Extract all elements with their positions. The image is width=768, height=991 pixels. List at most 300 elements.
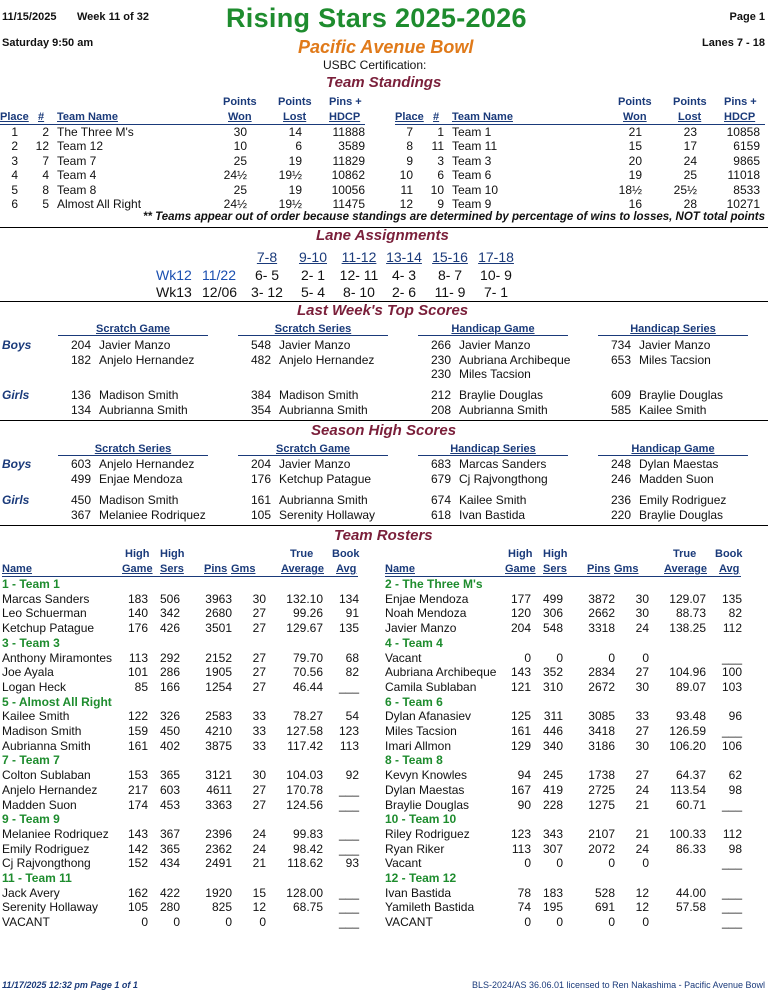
standing-won: 15 — [628, 139, 642, 154]
header-hdcp: HDCP — [329, 111, 361, 123]
standing-team: Team 11 — [452, 139, 498, 154]
standing-place: 4 — [11, 168, 18, 183]
player-high-series: 446 — [542, 724, 563, 738]
standing-team: Team 10 — [452, 182, 499, 197]
player-true-average: 93.48 — [675, 709, 706, 724]
player-pins: 1905 — [205, 665, 232, 680]
score-value: 212 — [430, 388, 451, 402]
bowler-name: Marcas Sanders — [459, 457, 547, 471]
roster-team-name: 11 - Team 11 — [2, 871, 72, 885]
player-high-series: 453 — [159, 797, 180, 812]
bowler-name: Madison Smith — [99, 493, 179, 507]
roster-header-bookavg: Avg — [336, 563, 357, 575]
player-name: Ryan Riker — [385, 841, 445, 856]
player-name: Jack Avery — [2, 885, 60, 900]
header-team: Team Name — [57, 111, 118, 123]
score-value: 367 — [70, 507, 91, 522]
player-name: Anthony Miramontes — [2, 650, 113, 665]
player-name: Melaniee Rodriquez — [2, 826, 109, 841]
player-name: Ivan Bastida — [385, 885, 452, 900]
player-true-average: 79.70 — [292, 650, 323, 665]
roster-team-name: 7 - Team 7 — [2, 753, 60, 768]
bowler-name: Madison Smith — [279, 388, 359, 402]
player-pins: 1738 — [588, 768, 615, 783]
standing-won: 20 — [628, 153, 642, 168]
girls-label: Girls — [2, 388, 30, 402]
player-pins: 2152 — [205, 650, 232, 665]
player-games: 21 — [635, 797, 649, 812]
player-games: 30 — [635, 679, 649, 694]
player-games: 33 — [252, 724, 266, 738]
roster-header-pins: Pins — [587, 563, 611, 575]
standing-pins: 11018 — [727, 168, 760, 183]
player-book-average: ___ — [338, 885, 359, 900]
standing-lost: 25 — [683, 168, 697, 183]
standing-place: 2 — [11, 139, 18, 154]
bowler-name: Cj Rajvongthong — [459, 471, 548, 486]
standing-num: 5 — [42, 197, 49, 211]
roster-team-name: 3 - Team 3 — [2, 635, 60, 650]
player-true-average: 99.26 — [292, 606, 323, 621]
player-true-average: 126.59 — [669, 724, 706, 738]
player-name: Yamileth Bastida — [385, 900, 475, 915]
player-book-average: 112 — [722, 826, 742, 841]
header-hdcp: HDCP — [724, 111, 756, 123]
player-pins: 1275 — [588, 797, 615, 812]
lastweek-title: Last Week's Top Scores — [297, 302, 469, 319]
player-name: Anjelo Hernandez — [2, 782, 98, 797]
player-true-average: 86.33 — [675, 841, 706, 856]
player-book-average: ___ — [721, 900, 742, 915]
player-high-series: 0 — [556, 915, 563, 930]
bowler-name: Braylie Douglas — [639, 388, 724, 402]
standing-place: 12 — [399, 197, 413, 211]
category-underline — [418, 455, 568, 456]
week-label: Week 11 of 32 — [77, 11, 149, 23]
standing-num: 10 — [430, 182, 444, 197]
roster-team-name: 5 - Almost All Right — [2, 694, 112, 709]
session-time: Saturday 9:50 am — [2, 37, 94, 49]
bowler-name: Aubrianna Smith — [279, 402, 368, 417]
bowler-name: Aubrianna Smith — [459, 402, 548, 417]
player-book-average: 98 — [728, 782, 742, 797]
player-book-average: ___ — [721, 650, 742, 665]
score-value: 450 — [70, 493, 91, 507]
player-high-series: 307 — [542, 841, 563, 856]
header-underline — [0, 124, 365, 125]
usbc-cert: USBC Certification: — [323, 58, 427, 72]
roster-header-gms: Gms — [231, 563, 256, 575]
bowler-name: Anjelo Hernandez — [99, 457, 195, 471]
player-pins: 2834 — [588, 665, 615, 680]
divider — [0, 525, 768, 526]
roster-header-book: Book — [332, 548, 360, 560]
player-pins: 2072 — [588, 841, 615, 856]
player-high-series: 419 — [542, 782, 563, 797]
player-games: 30 — [252, 768, 266, 783]
player-book-average: ___ — [338, 797, 359, 812]
standing-won: 16 — [628, 197, 642, 211]
standing-num: 7 — [42, 153, 49, 168]
bowler-name: Miles Tacsion — [459, 367, 531, 381]
standing-won: 25 — [233, 153, 247, 168]
score-value: 548 — [250, 338, 271, 352]
standing-pins: 11475 — [332, 197, 365, 211]
standing-team: Team 1 — [452, 125, 492, 139]
standing-num: 2 — [42, 125, 49, 139]
roster-header-high: High — [125, 548, 150, 560]
player-games: 15 — [252, 885, 266, 900]
lane-match: 6- 5 — [254, 267, 280, 283]
player-true-average: 128.00 — [286, 885, 323, 900]
player-high-game: 101 — [127, 665, 148, 680]
player-high-series: 326 — [159, 709, 180, 724]
player-pins: 0 — [608, 650, 615, 665]
score-value: 609 — [610, 388, 631, 402]
standing-lost: 17 — [683, 139, 697, 154]
player-true-average: 124.56 — [286, 797, 323, 812]
standing-num: 12 — [35, 139, 49, 154]
bowler-name: Javier Manzo — [99, 338, 171, 352]
player-book-average: 106 — [721, 738, 742, 753]
standing-pins: 8533 — [733, 182, 760, 197]
standing-lost: 19 — [288, 182, 302, 197]
player-name: Dylan Maestas — [385, 782, 465, 797]
score-value: 683 — [430, 457, 451, 471]
player-book-average: ___ — [721, 797, 742, 812]
roster-team-name: 6 - Team 6 — [385, 694, 443, 709]
player-book-average: 91 — [345, 606, 359, 621]
page-title: Rising Stars 2025-2026 — [226, 3, 527, 33]
season-title: Season High Scores — [311, 422, 457, 439]
player-true-average: 60.71 — [675, 797, 706, 812]
standing-team: Team 3 — [452, 153, 492, 168]
header-won: Won — [228, 111, 252, 123]
player-true-average: 64.37 — [675, 768, 706, 783]
lanes-title: Lane Assignments — [316, 227, 449, 244]
standing-pins: 6159 — [733, 139, 760, 154]
roster-header-book: Book — [715, 548, 743, 560]
roster-header-high: High — [160, 548, 185, 560]
player-true-average: 129.67 — [286, 621, 323, 636]
header-lost: Lost — [283, 111, 307, 123]
bowler-name: Ivan Bastida — [459, 507, 526, 522]
player-high-game: 204 — [510, 621, 531, 636]
player-name: Kailee Smith — [2, 709, 70, 724]
player-book-average: 112 — [722, 621, 742, 636]
standing-pins: 3589 — [338, 139, 365, 154]
player-high-game: 161 — [510, 724, 531, 738]
header-points: Points — [618, 96, 652, 108]
score-value: 204 — [250, 457, 271, 471]
player-pins: 3318 — [588, 621, 615, 636]
standings-title: Team Standings — [326, 74, 442, 91]
player-pins: 3418 — [588, 724, 615, 738]
player-high-game: 123 — [510, 826, 531, 841]
player-name: Serenity Hollaway — [2, 900, 99, 915]
roster-header-true: True — [290, 548, 314, 560]
header-team: Team Name — [452, 111, 513, 123]
player-games: 21 — [252, 856, 266, 871]
standing-num: 6 — [437, 168, 444, 183]
category-header: Scratch Game — [276, 443, 350, 455]
player-true-average: 104.96 — [669, 665, 706, 680]
roster-team-name: 4 - Team 4 — [385, 635, 443, 650]
player-pins: 3963 — [205, 591, 232, 606]
player-high-game: 0 — [524, 856, 531, 871]
player-high-series: 434 — [159, 856, 180, 871]
standing-team: Team 4 — [57, 168, 97, 183]
player-true-average: 170.78 — [286, 782, 323, 797]
standing-place: 11 — [400, 182, 413, 197]
category-underline — [238, 335, 388, 336]
lane-pair-header: 7-8 — [256, 249, 278, 265]
player-high-series: 0 — [556, 650, 563, 665]
player-high-game: 177 — [510, 591, 531, 606]
player-book-average: ___ — [721, 885, 742, 900]
standing-pins: 10271 — [726, 197, 760, 211]
player-high-game: 142 — [127, 841, 148, 856]
week-label: Wk13 — [156, 284, 192, 300]
roster-header-gms: Gms — [614, 563, 639, 575]
standing-won: 30 — [233, 125, 247, 139]
score-value: 136 — [70, 388, 91, 402]
player-games: 27 — [252, 665, 266, 680]
standing-team: Team 7 — [57, 153, 97, 168]
player-book-average: ___ — [721, 724, 742, 738]
player-high-series: 367 — [159, 826, 180, 841]
player-high-game: 120 — [510, 606, 531, 621]
standing-place: 9 — [406, 153, 413, 168]
player-high-game: 125 — [510, 709, 531, 724]
player-true-average: 113.54 — [670, 782, 706, 797]
category-underline — [598, 455, 748, 456]
player-book-average: ___ — [721, 915, 742, 930]
lane-pair-header: 9-10 — [298, 249, 328, 265]
player-high-game: 161 — [127, 738, 148, 753]
standing-pins: 10862 — [331, 168, 365, 183]
standing-pins: 11888 — [332, 125, 365, 139]
player-games: 30 — [635, 738, 649, 753]
lane-match: 5- 4 — [300, 284, 326, 300]
player-games: 24 — [252, 826, 266, 841]
player-high-game: 85 — [134, 679, 148, 694]
player-games: 27 — [252, 621, 266, 636]
page-number: Page 1 — [729, 11, 765, 23]
player-high-game: 129 — [510, 738, 531, 753]
player-high-series: 310 — [542, 679, 563, 694]
header-lost: Lost — [678, 111, 702, 123]
lane-match: 2- 1 — [300, 267, 326, 283]
player-high-series: 0 — [556, 856, 563, 871]
player-pins: 691 — [594, 900, 615, 915]
player-name: Vacant — [385, 650, 422, 665]
player-name: Braylie Douglas — [385, 797, 470, 812]
player-pins: 2662 — [588, 606, 615, 621]
player-games: 12 — [635, 900, 649, 915]
player-true-average: 106.20 — [669, 738, 706, 753]
player-high-series: 166 — [159, 679, 180, 694]
bowler-name: Dylan Maestas — [639, 457, 719, 471]
roster-header-sers: Sers — [543, 563, 567, 575]
player-name: VACANT — [2, 915, 50, 930]
standings-note: ** Teams appear out of order because standings are determined by percentage of wins to losses, NOT total points — [143, 211, 765, 223]
bowler-name: Miles Tacsion — [639, 352, 711, 367]
roster-team-name: 8 - Team 8 — [385, 753, 443, 768]
player-true-average: 44.00 — [675, 885, 706, 900]
score-value: 134 — [70, 402, 91, 417]
player-book-average: 134 — [338, 591, 359, 606]
standing-pins: 10056 — [331, 182, 365, 197]
bowler-name: Aubrianna Smith — [99, 402, 188, 417]
score-value: 248 — [610, 457, 631, 471]
header-points: Points — [223, 96, 257, 108]
player-pins: 0 — [608, 856, 615, 871]
bowler-name: Javier Manzo — [279, 457, 351, 471]
lane-match: 2- 6 — [391, 284, 417, 300]
player-games: 27 — [252, 679, 266, 694]
header-points: Points — [673, 96, 707, 108]
player-high-series: 365 — [159, 768, 180, 783]
player-pins: 3501 — [205, 621, 232, 636]
player-pins: 3186 — [588, 738, 615, 753]
player-games: 27 — [635, 768, 649, 783]
bowler-name: Serenity Hollaway — [279, 507, 376, 522]
standing-place: 5 — [11, 182, 18, 197]
player-pins: 528 — [594, 885, 615, 900]
player-high-game: 140 — [127, 606, 148, 621]
roster-header-name: Name — [385, 563, 415, 575]
player-name: Dylan Afanasiev — [385, 709, 472, 724]
center-name: Pacific Avenue Bowl — [298, 37, 474, 57]
roster-header-name: Name — [2, 563, 32, 575]
week-label: Wk12 — [156, 267, 192, 283]
player-name: Camila Sublaban — [385, 679, 477, 694]
category-header: Scratch Series — [94, 443, 172, 455]
standing-place: 3 — [11, 153, 18, 168]
player-high-game: 121 — [510, 679, 531, 694]
standing-team: Team 6 — [452, 168, 492, 183]
lane-match: 8- 10 — [343, 284, 375, 300]
standing-lost: 24 — [683, 153, 697, 168]
player-pins: 2107 — [588, 826, 615, 841]
player-high-series: 342 — [159, 606, 180, 621]
player-book-average: ___ — [338, 900, 359, 915]
bowler-name: Anjelo Hernandez — [99, 352, 195, 367]
roster-header-average: Average — [664, 563, 708, 575]
player-true-average: 138.25 — [669, 621, 706, 636]
player-high-game: 143 — [127, 826, 148, 841]
standing-team: Team 8 — [57, 182, 97, 197]
player-games: 27 — [635, 724, 649, 738]
header-won: Won — [623, 111, 647, 123]
bowler-name: Javier Manzo — [639, 338, 711, 352]
roster-team-name: 9 - Team 9 — [2, 812, 60, 827]
score-value: 499 — [70, 471, 91, 486]
player-games: 33 — [252, 709, 266, 724]
player-pins: 0 — [608, 915, 615, 930]
standing-place: 6 — [11, 197, 18, 211]
player-high-series: 365 — [159, 841, 180, 856]
rosters-title: Team Rosters — [334, 527, 433, 544]
player-games: 27 — [252, 650, 266, 665]
player-book-average: 68 — [345, 650, 359, 665]
standing-num: 9 — [437, 197, 444, 211]
player-book-average: 98 — [728, 841, 742, 856]
player-book-average: ___ — [338, 679, 359, 694]
player-high-game: 167 — [510, 782, 531, 797]
category-header: Scratch Series — [274, 323, 352, 335]
player-true-average: 68.75 — [292, 900, 323, 915]
player-high-series: 343 — [542, 826, 563, 841]
lane-match: 4- 3 — [391, 267, 417, 283]
player-high-game: 113 — [128, 650, 148, 665]
bowler-name: Anjelo Hernandez — [279, 352, 375, 367]
score-value: 679 — [430, 471, 451, 486]
lane-match: 8- 7 — [437, 267, 463, 283]
player-high-series: 245 — [542, 768, 563, 783]
roster-header-true: True — [673, 548, 697, 560]
bowler-name: Aubrianna Smith — [279, 493, 368, 507]
score-value: 653 — [610, 352, 631, 367]
player-high-game: 122 — [127, 709, 148, 724]
category-underline — [238, 455, 388, 456]
player-true-average: 100.33 — [669, 826, 706, 841]
player-true-average: 57.58 — [675, 900, 706, 915]
header-underline — [395, 124, 765, 125]
player-name: Miles Tacsion — [385, 724, 457, 738]
player-name: Ketchup Patague — [2, 621, 95, 636]
standing-place: 10 — [399, 168, 413, 183]
roster-header-bookavg: Avg — [719, 563, 740, 575]
player-games: 12 — [635, 885, 649, 900]
lane-match: 3- 12 — [251, 284, 283, 300]
category-header: Handicap Game — [451, 323, 535, 335]
player-pins: 4611 — [206, 782, 232, 797]
score-value: 354 — [250, 402, 271, 417]
player-name: Riley Rodriguez — [385, 826, 470, 841]
divider — [0, 420, 768, 421]
player-name: Colton Sublaban — [2, 768, 91, 783]
player-games: 24 — [252, 841, 266, 856]
footer-timestamp: 11/17/2025 12:32 pm Page 1 of 1 — [2, 980, 138, 990]
player-high-series: 422 — [159, 885, 180, 900]
score-value: 220 — [610, 507, 631, 522]
player-games: 24 — [635, 621, 649, 636]
roster-header-average: Average — [281, 563, 325, 575]
player-book-average: 92 — [345, 768, 359, 783]
standing-num: 3 — [437, 153, 444, 168]
player-name: Javier Manzo — [385, 621, 457, 636]
player-high-series: 286 — [159, 665, 180, 680]
player-high-game: 0 — [141, 915, 148, 930]
score-value: 482 — [250, 352, 271, 367]
standing-num: 4 — [42, 168, 49, 183]
header-points: Points — [278, 96, 312, 108]
standing-team: Team 9 — [452, 197, 492, 211]
category-header: Scratch Game — [96, 323, 170, 335]
standing-won: 19 — [628, 168, 642, 183]
player-book-average: 123 — [338, 724, 359, 738]
player-high-series: 548 — [542, 621, 563, 636]
player-book-average: 96 — [728, 709, 742, 724]
player-high-series: 340 — [542, 738, 563, 753]
category-underline — [58, 335, 208, 336]
player-pins: 4210 — [205, 724, 232, 738]
standing-won: 18½ — [618, 182, 642, 197]
player-name: Madden Suon — [2, 797, 77, 812]
bowler-name: Madden Suon — [639, 471, 714, 486]
